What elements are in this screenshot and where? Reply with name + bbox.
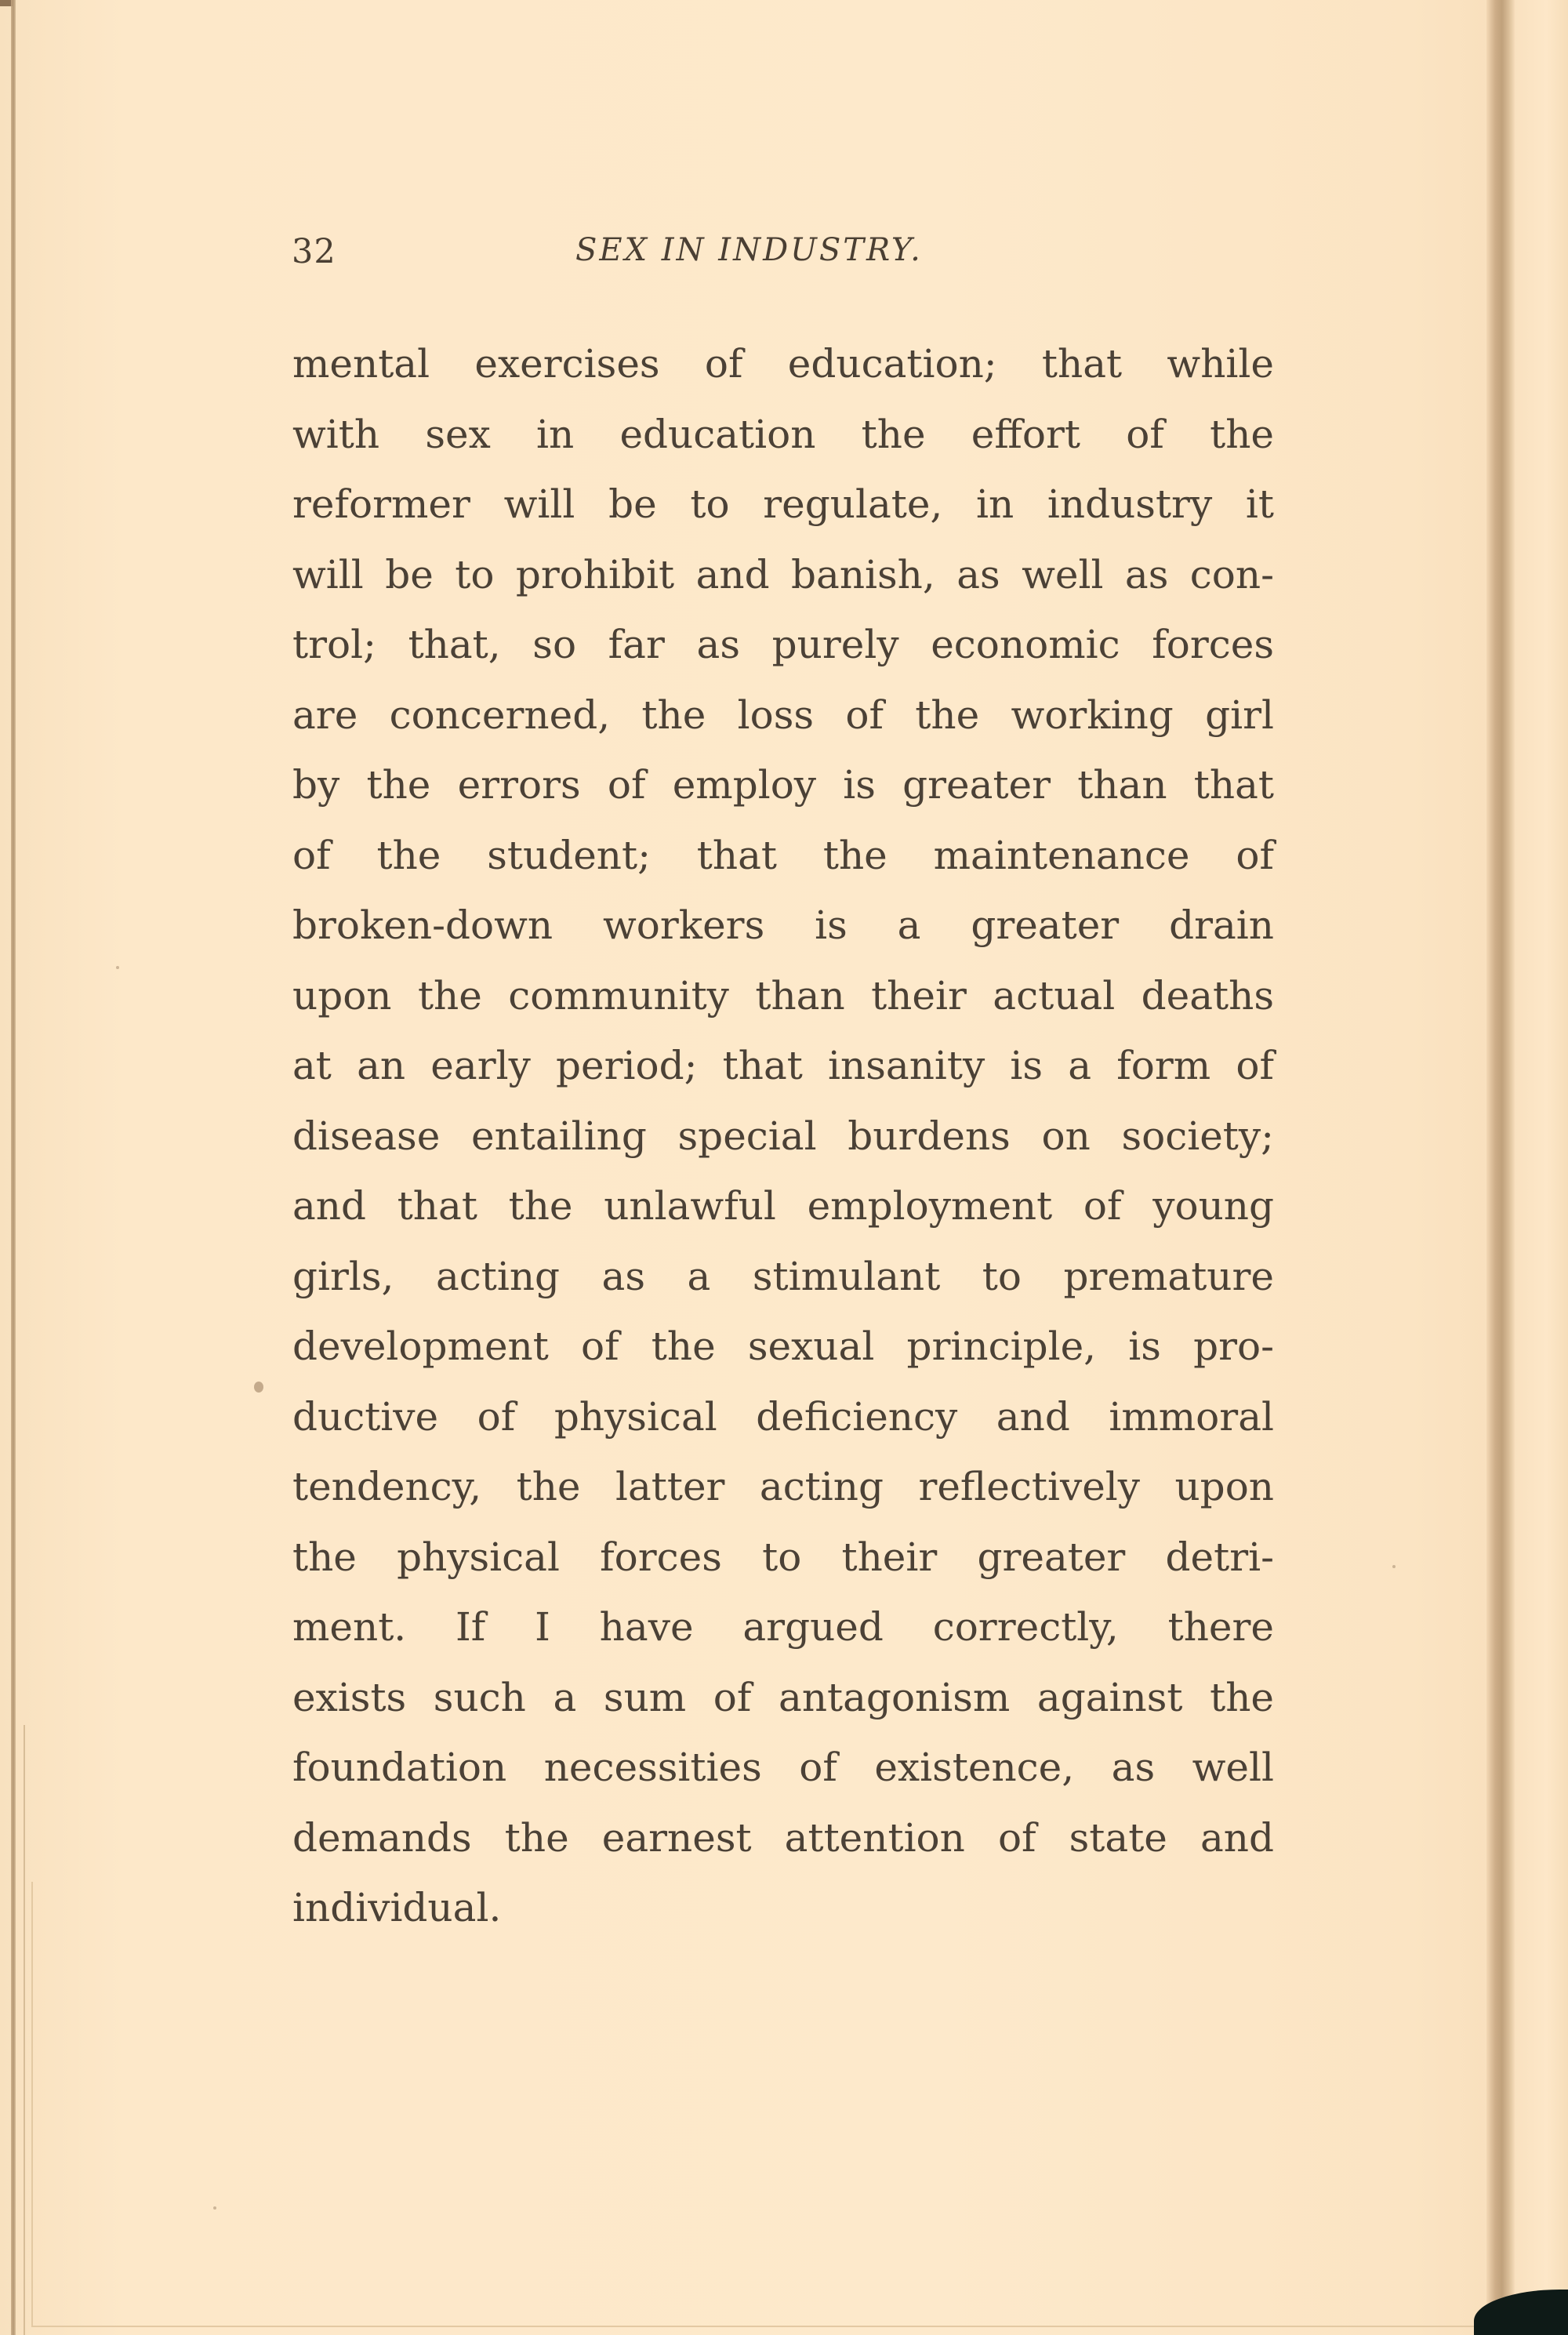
page-header xyxy=(292,232,982,279)
text-line: disease entailing special burdens on society; xyxy=(292,1113,1274,1159)
text-line: will be to prohibit and banish, as well as con- xyxy=(292,551,1274,597)
text-line: are concerned, the loss of the working girl xyxy=(292,692,1274,738)
text-line: foundation necessities of existence, as well xyxy=(292,1745,1274,1790)
running-head: SEX IN INDUSTRY. xyxy=(575,232,923,268)
text-line: reformer will be to regulate, in industry it xyxy=(292,481,1274,527)
paper-speck xyxy=(213,2206,216,2210)
text-line: exists such a sum of antagonism against the xyxy=(292,1674,1274,1720)
text-line: broken-down workers is a greater drain xyxy=(292,902,1274,948)
left-page-edge xyxy=(24,1725,25,2335)
paper-speck xyxy=(116,966,119,969)
text-line: ment. If I have argued correctly, there xyxy=(292,1604,1274,1650)
text-line: tendency, the latter acting reflectively upon xyxy=(292,1464,1274,1509)
text-line: mental exercises of education; that while xyxy=(292,341,1274,387)
text-line: girls, acting as a stimulant to premature xyxy=(292,1253,1274,1299)
text-line: of the student; that the maintenance of xyxy=(292,832,1274,878)
text-line: trol; that, so far as purely economic forces xyxy=(292,622,1274,667)
right-page-fold xyxy=(1486,0,1515,2335)
text-line: development of the sexual principle, is pro- xyxy=(292,1324,1274,1369)
text-line: the physical forces to their greater detri- xyxy=(292,1534,1274,1580)
text-line: at an early period; that insanity is a form of xyxy=(292,1043,1274,1088)
page-border xyxy=(31,1882,1568,2327)
paper-speck xyxy=(1392,1565,1396,1568)
page-number: 32 xyxy=(292,232,336,271)
left-binding-edge xyxy=(11,0,16,2335)
text-line: by the errors of employ is greater than that xyxy=(292,762,1274,808)
body-paragraph xyxy=(292,329,1274,1944)
text-line-last: individual. xyxy=(292,1885,502,1930)
text-line: ductive of physical deficiency and immoral xyxy=(292,1393,1274,1440)
right-page-margin xyxy=(1515,0,1568,2335)
text-line: demands the earnest attention of state and xyxy=(292,1814,1274,1861)
text-line: upon the community than their actual deaths xyxy=(292,972,1274,1019)
text-line: and that the unlawful employment of young xyxy=(292,1183,1274,1229)
ink-smudge xyxy=(254,1382,263,1393)
text-line: with sex in education the effort of the xyxy=(292,411,1274,457)
